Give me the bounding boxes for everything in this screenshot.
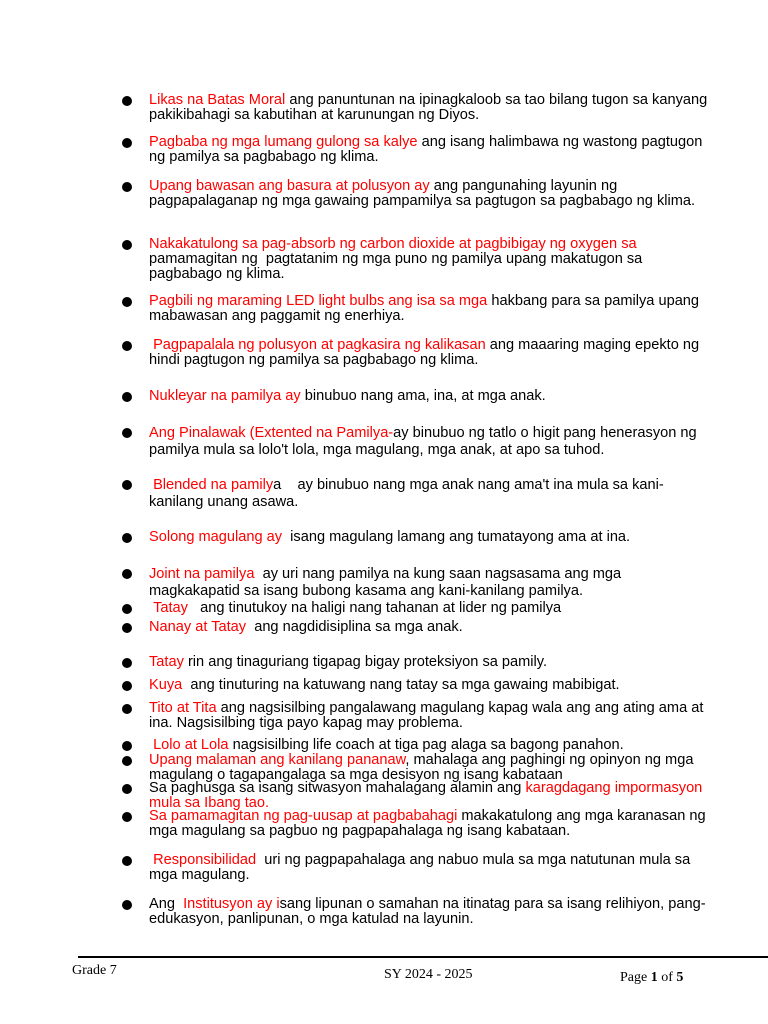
body-text: nagsisilbing life coach at tiga pag alaga sa bagong panahon. (228, 737, 624, 753)
body-text: ay binubuo ng tatlo o higit pang henerasyon ng pamilya mula sa lolo't lola, mga magulang, mga anak, at apo sa tuhod. (149, 425, 701, 458)
highlight-text: Nukleyar na pamilya ay (149, 388, 301, 404)
body-text: Sa paghusga sa isang sitwasyon mahalagang alamin ang (149, 780, 526, 796)
highlight-text: karagdagang impormasyon mula sa Ibang tao. (149, 780, 707, 812)
highlight-text: Tatay (149, 654, 184, 670)
highlight-text: Nakakatulong sa pag-absorb ng carbon dioxide at pagbibigay ng oxygen sa (149, 236, 637, 252)
body-text: uri ng pagpapahalaga ang nabuo mula sa mga natutunan mula sa mga magulang. (149, 852, 695, 884)
list-item (149, 92, 712, 124)
highlight-text: Pagbili ng maraming LED light bulbs ang isa sa mga (149, 293, 488, 309)
highlight-text: Upang bawasan ang basura at polusyon ay (149, 178, 430, 194)
list-item (149, 738, 709, 753)
bullet-icon (122, 856, 132, 866)
body-text: ang panuntunan na ipinagkaloob sa tao bilang tugon sa kanyang pakikibahagi sa kabutihan at karunungan ng Diyos. (149, 92, 712, 124)
bullet-icon (122, 569, 132, 579)
footer-page-number (620, 970, 683, 986)
list-item (149, 294, 709, 324)
list-item (149, 753, 709, 783)
highlight-text: Lolo at Lola (149, 737, 229, 753)
body-text: sang lipunan o samahan na itinatag para sa isang relihiyon, pang-edukasyon, panlipunan, o mga katulad na layunin. (149, 896, 706, 928)
list-item (149, 530, 709, 545)
highlight-text: Kuya (149, 677, 183, 693)
list-item (149, 135, 709, 165)
highlight-text: Pagbaba ng mga lumang gulong sa kalye (149, 134, 418, 150)
list-item (149, 389, 709, 404)
bullet-icon (122, 138, 132, 148)
page-total: 5 (676, 970, 684, 985)
bullet-icon (122, 240, 132, 250)
list-item (149, 425, 709, 459)
body-text: ang pangunahing layunin ng pagpapalaganap ng mga gawaing pampamilya sa pagtugon sa pagbabago ng klima. (149, 178, 696, 210)
bullet-icon (122, 623, 132, 633)
bullet-icon (122, 480, 132, 490)
bullet-icon (122, 341, 132, 351)
list-item (149, 853, 709, 883)
bullet-icon (122, 658, 132, 668)
body-text: , mahalaga ang paghingi ng opinyon ng mga magulang o tagapangalaga sa mga desisyon ng isang kabataan (149, 752, 698, 784)
body-text: isang magulang lamang ang tumatayong ama at ina. (282, 529, 631, 545)
list-item (149, 781, 709, 811)
list-item (149, 809, 709, 839)
list-item (149, 601, 709, 616)
page-prefix: Page (620, 970, 651, 985)
highlight-text: Solong magulang ay (149, 529, 283, 545)
body-text: ang maaaring maging epekto ng hindi pagtugon ng pamilya sa pagbabago ng klima. (149, 337, 704, 369)
body-text: a ay binubuo nang mga anak nang ama't ina mula sa kani-kanilang unang asawa. (149, 477, 664, 510)
list-item (149, 237, 709, 283)
bullet-icon (122, 604, 132, 614)
page-current: 1 (650, 970, 658, 985)
body-text: hakbang para sa pamilya upang mabawasan ang paggamit ng enerhiya. (149, 293, 704, 325)
bullet-icon (122, 704, 132, 714)
bullet-icon (122, 96, 132, 106)
body-text: binubuo nang ama, ina, at mga anak. (300, 388, 546, 404)
body-text: ang tinuturing na katuwang nang tatay sa mga gawaing mabibigat. (182, 677, 620, 693)
bullet-icon (122, 182, 132, 192)
bullet-icon (122, 784, 132, 794)
list-item (149, 897, 709, 927)
highlight-text: Sa pamamagitan ng pag-uusap at pagbabahagi (149, 808, 458, 824)
footer-divider (78, 956, 768, 958)
page-of: of (657, 970, 677, 985)
list-item (149, 701, 709, 731)
body-text: ay uri nang pamilya na kung saan nagsasama ang mga magkakapatid sa isang bubong kasama ang kani-kanilang pamilya. (149, 566, 626, 599)
bullet-icon (122, 741, 132, 751)
body-text: ang tinutukoy na haligi nang tahanan at lider ng pamilya (187, 600, 562, 616)
bullet-icon (122, 297, 132, 307)
highlight-text: Ang Pinalawak (Extented na Pamilya- (149, 425, 394, 441)
highlight-text: Tito at Tita (149, 700, 217, 716)
bullet-icon (122, 681, 132, 691)
body-text: rin ang tinaguriang tigapag bigay proteksiyon sa pamily. (183, 654, 548, 670)
highlight-text: Tatay (149, 600, 188, 616)
body-text: ang isang halimbawa ng wastong pagtugon ng pamilya sa pagbabago ng klima. (149, 134, 707, 166)
list-item (149, 620, 709, 635)
highlight-text: Likas na Batas Moral (149, 92, 286, 108)
list-item (149, 655, 709, 670)
body-text: pamamagitan ng pagtatanim ng mga puno ng pamilya upang makatugon sa pagbabago ng klima. (149, 236, 647, 283)
highlight-text: Pagpapalala ng polusyon at pagkasira ng kalikasan (149, 337, 486, 353)
highlight-text: Nanay at Tatay (149, 619, 247, 635)
bullet-icon (122, 900, 132, 910)
list-item (149, 678, 709, 693)
bullet-icon (122, 812, 132, 822)
highlight-text: Institusyon ay i (183, 896, 280, 912)
bullet-icon (122, 392, 132, 402)
highlight-text: Upang malaman ang kanilang pananaw (149, 752, 406, 768)
bullet-icon (122, 533, 132, 543)
highlight-text: Joint na pamilya (149, 566, 255, 582)
list-item (149, 477, 709, 511)
body-text: makakatulong ang mga karanasan ng mga magulang sa pagbuo ng pagpapahalaga ng isang kabataan. (149, 808, 710, 840)
body-text: ang nagsisilbing pangalawang magulang kapag wala ang ang ating ama at ina. Nagsisilbing tiga payo kapag may problema. (149, 700, 708, 732)
bullet-icon (122, 756, 132, 766)
list-item (149, 338, 709, 368)
bullet-icon (122, 428, 132, 438)
body-text: ang nagdidisiplina sa mga anak. (246, 619, 463, 635)
footer-school-year: SY 2024 - 2025 (384, 967, 473, 982)
list-item (149, 179, 709, 209)
list-item (149, 566, 709, 600)
body-text: Ang (149, 896, 184, 912)
highlight-text: Blended na pamily (149, 477, 274, 493)
footer-grade: Grade 7 (72, 963, 117, 978)
highlight-text: Responsibilidad (149, 852, 257, 868)
